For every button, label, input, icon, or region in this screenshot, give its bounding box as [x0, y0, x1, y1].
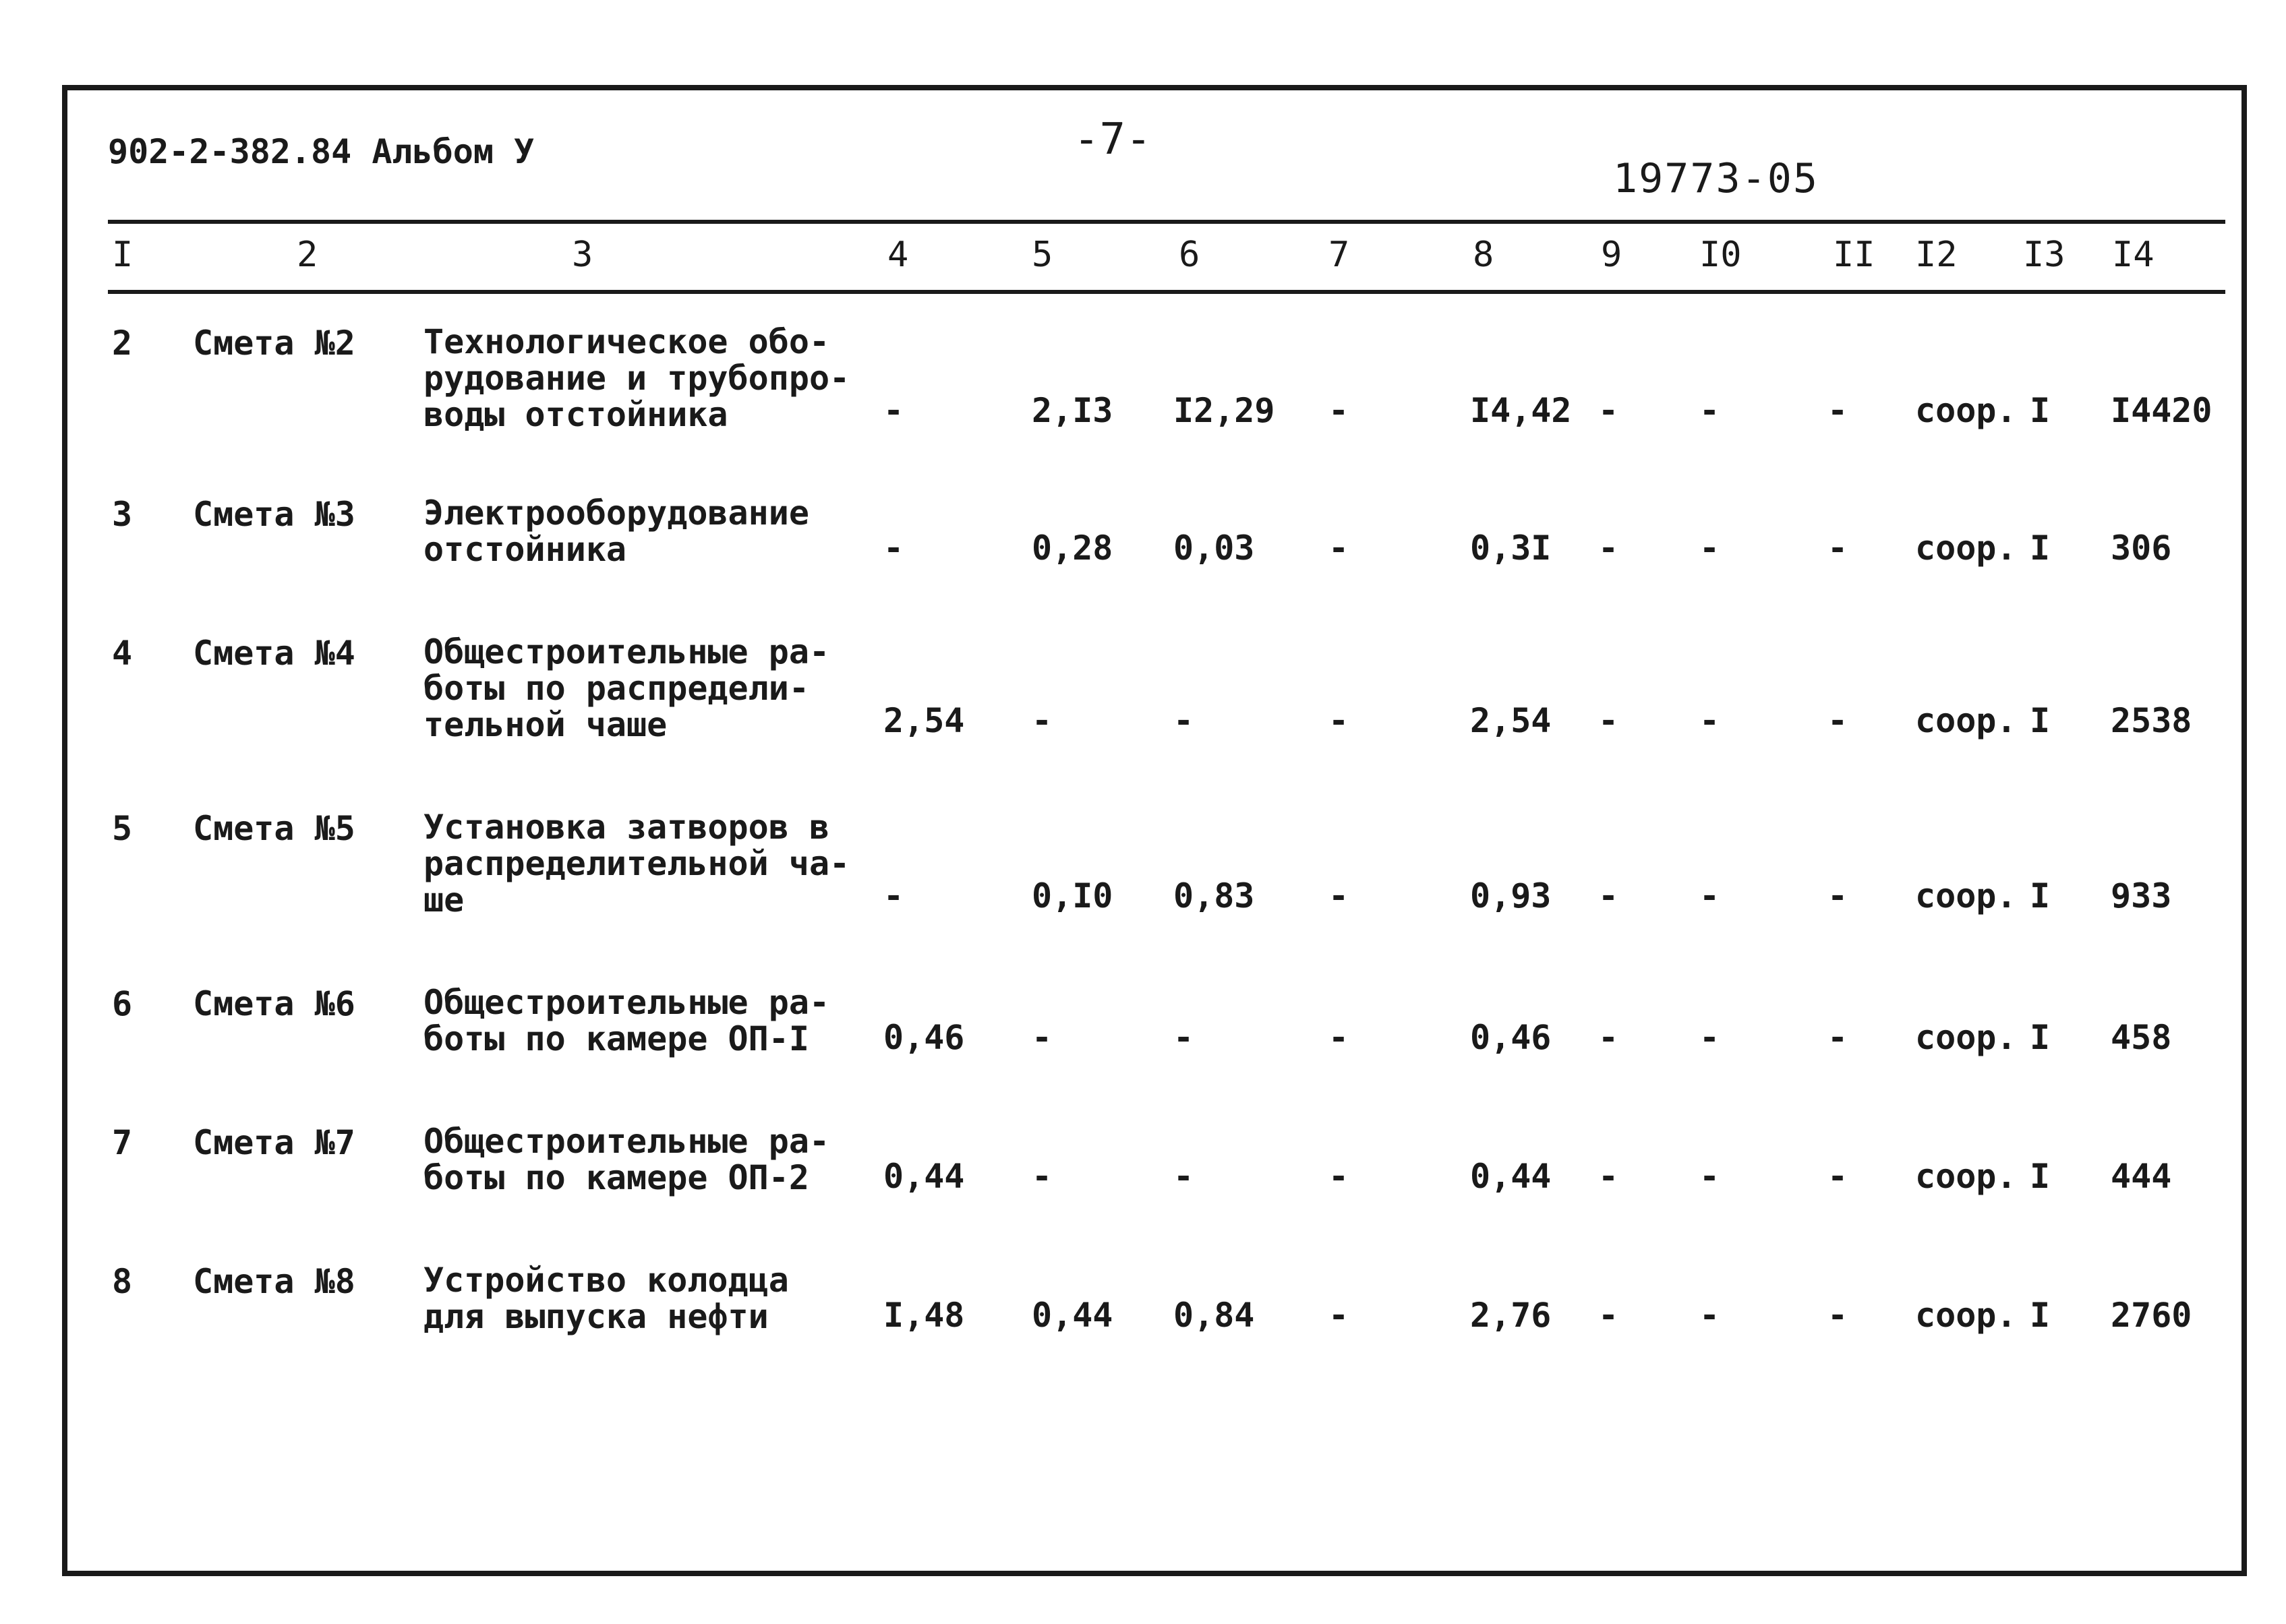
table-cell-col-11: -: [1827, 1296, 1848, 1335]
table-cell-col-9: -: [1598, 529, 1619, 568]
table-cell-col-13: I: [2030, 701, 2051, 740]
table-cell-col-9: -: [1598, 1296, 1619, 1335]
row-number: 3: [112, 495, 133, 534]
work-description: Установка затворов в распределительной ча- ше: [423, 808, 850, 920]
table-cell-col-14: 933: [2111, 876, 2172, 915]
column-number-2: 2: [297, 235, 318, 275]
column-number-4: 4: [887, 235, 909, 275]
row-number: 4: [112, 634, 133, 673]
table-cell-col-12: соор.: [1915, 391, 2017, 430]
table-cell-col-8: 2,54: [1470, 701, 1552, 740]
table-top-rule: [108, 220, 2225, 224]
row-number: 8: [112, 1262, 133, 1301]
table-header-rule: [108, 290, 2225, 294]
registration-number: 19773-05: [1613, 155, 1819, 202]
work-description: Общестроительные ра- боты по камере ОП-2: [423, 1122, 830, 1197]
estimate-ref: Смета №6: [193, 984, 355, 1023]
work-description: Общестроительные ра- боты по камере ОП-I: [423, 983, 830, 1058]
table-cell-col-6: 0,83: [1173, 876, 1255, 915]
estimate-ref: Смета №5: [193, 809, 355, 848]
table-cell-col-10: -: [1699, 1018, 1720, 1057]
table-cell-col-13: I: [2030, 529, 2051, 568]
estimate-ref: Смета №8: [193, 1262, 355, 1301]
table-cell-col-12: соор.: [1915, 1018, 2017, 1057]
table-cell-col-11: -: [1827, 529, 1848, 568]
table-cell-col-13: I: [2030, 1018, 2051, 1057]
column-number-11: II: [1833, 235, 1875, 275]
column-number-12: I2: [1915, 235, 1958, 275]
table-cell-col-12: соор.: [1915, 1157, 2017, 1196]
table-cell-col-9: -: [1598, 701, 1619, 740]
table-cell-col-11: -: [1827, 701, 1848, 740]
column-number-1: I: [112, 235, 134, 275]
table-cell-col-14: 2538: [2111, 701, 2192, 740]
work-description: Общестроительные ра- боты по распредели- тельной чаше: [423, 632, 830, 744]
table-cell-col-10: -: [1699, 1157, 1720, 1196]
table-cell-col-11: -: [1827, 1018, 1848, 1057]
table-cell-col-5: 0,I0: [1032, 876, 1113, 915]
column-number-8: 8: [1473, 235, 1494, 275]
table-cell-col-7: -: [1328, 391, 1349, 430]
table-cell-col-13: I: [2030, 876, 2051, 915]
table-cell-col-7: -: [1328, 876, 1349, 915]
estimate-ref: Смета №4: [193, 634, 355, 673]
table-cell-col-8: 0,93: [1470, 876, 1552, 915]
table-cell-col-11: -: [1827, 1157, 1848, 1196]
table-cell-col-5: -: [1032, 1018, 1053, 1057]
table-cell-col-7: -: [1328, 1296, 1349, 1335]
table-cell-col-8: 0,3I: [1470, 529, 1552, 568]
estimate-ref: Смета №7: [193, 1123, 355, 1162]
table-cell-col-5: -: [1032, 701, 1053, 740]
table-cell-col-5: 0,28: [1032, 529, 1113, 568]
table-cell-col-6: -: [1173, 1157, 1194, 1196]
column-number-7: 7: [1328, 235, 1350, 275]
table-cell-col-4: 0,46: [883, 1018, 965, 1057]
table-cell-col-10: -: [1699, 876, 1720, 915]
table-cell-col-6: 0,03: [1173, 529, 1255, 568]
table-cell-col-9: -: [1598, 876, 1619, 915]
table-cell-col-11: -: [1827, 391, 1848, 430]
table-cell-col-6: I2,29: [1173, 391, 1275, 430]
table-cell-col-8: 0,46: [1470, 1018, 1552, 1057]
table-cell-col-4: -: [883, 391, 904, 430]
table-cell-col-13: I: [2030, 1296, 2051, 1335]
table-cell-col-12: соор.: [1915, 701, 2017, 740]
table-cell-col-12: соор.: [1915, 876, 2017, 915]
table-cell-col-14: I4420: [2111, 391, 2212, 430]
table-cell-col-9: -: [1598, 391, 1619, 430]
page-frame: [62, 85, 2247, 1576]
table-cell-col-8: 2,76: [1470, 1296, 1552, 1335]
work-description: Устройство колодца для выпуска нефти: [423, 1261, 789, 1336]
table-cell-col-4: -: [883, 529, 904, 568]
table-cell-col-6: -: [1173, 701, 1194, 740]
table-cell-col-10: -: [1699, 529, 1720, 568]
table-cell-col-14: 458: [2111, 1018, 2172, 1057]
work-description: Технологическое обо- рудование и трубопро- воды отстойника: [423, 322, 850, 434]
estimate-ref: Смета №2: [193, 324, 355, 363]
table-cell-col-12: соор.: [1915, 1296, 2017, 1335]
column-number-13: I3: [2023, 235, 2065, 275]
table-cell-col-13: I: [2030, 1157, 2051, 1196]
table-cell-col-5: 2,I3: [1032, 391, 1113, 430]
table-cell-col-9: -: [1598, 1018, 1619, 1057]
table-cell-col-14: 306: [2111, 529, 2172, 568]
row-number: 2: [112, 324, 133, 363]
row-number: 5: [112, 809, 133, 848]
table-cell-col-7: -: [1328, 1157, 1349, 1196]
row-number: 7: [112, 1123, 133, 1162]
column-number-5: 5: [1032, 235, 1053, 275]
table-cell-col-10: -: [1699, 701, 1720, 740]
table-cell-col-7: -: [1328, 529, 1349, 568]
table-cell-col-5: -: [1032, 1157, 1053, 1196]
table-cell-col-4: 0,44: [883, 1157, 965, 1196]
column-number-3: 3: [572, 235, 593, 275]
table-cell-col-4: I,48: [883, 1296, 965, 1335]
row-number: 6: [112, 984, 133, 1023]
page-number: -7-: [1074, 115, 1152, 164]
estimate-ref: Смета №3: [193, 495, 355, 534]
table-cell-col-14: 444: [2111, 1157, 2172, 1196]
column-number-14: I4: [2112, 235, 2155, 275]
table-cell-col-12: соор.: [1915, 529, 2017, 568]
table-cell-col-4: -: [883, 876, 904, 915]
table-cell-col-14: 2760: [2111, 1296, 2192, 1335]
table-cell-col-8: I4,42: [1470, 391, 1572, 430]
table-cell-col-7: -: [1328, 701, 1349, 740]
table-cell-col-6: -: [1173, 1018, 1194, 1057]
table-cell-col-11: -: [1827, 876, 1848, 915]
table-cell-col-10: -: [1699, 1296, 1720, 1335]
column-number-6: 6: [1179, 235, 1200, 275]
table-cell-col-5: 0,44: [1032, 1296, 1113, 1335]
table-cell-col-9: -: [1598, 1157, 1619, 1196]
table-cell-col-7: -: [1328, 1018, 1349, 1057]
column-number-9: 9: [1601, 235, 1622, 275]
table-cell-col-4: 2,54: [883, 701, 965, 740]
document-code: 902-2-382.84 Альбом У: [108, 132, 535, 171]
table-cell-col-13: I: [2030, 391, 2051, 430]
work-description: Электрооборудование отстойника: [423, 493, 809, 569]
table-cell-col-8: 0,44: [1470, 1157, 1552, 1196]
column-number-10: I0: [1699, 235, 1742, 275]
table-cell-col-6: 0,84: [1173, 1296, 1255, 1335]
table-cell-col-10: -: [1699, 391, 1720, 430]
